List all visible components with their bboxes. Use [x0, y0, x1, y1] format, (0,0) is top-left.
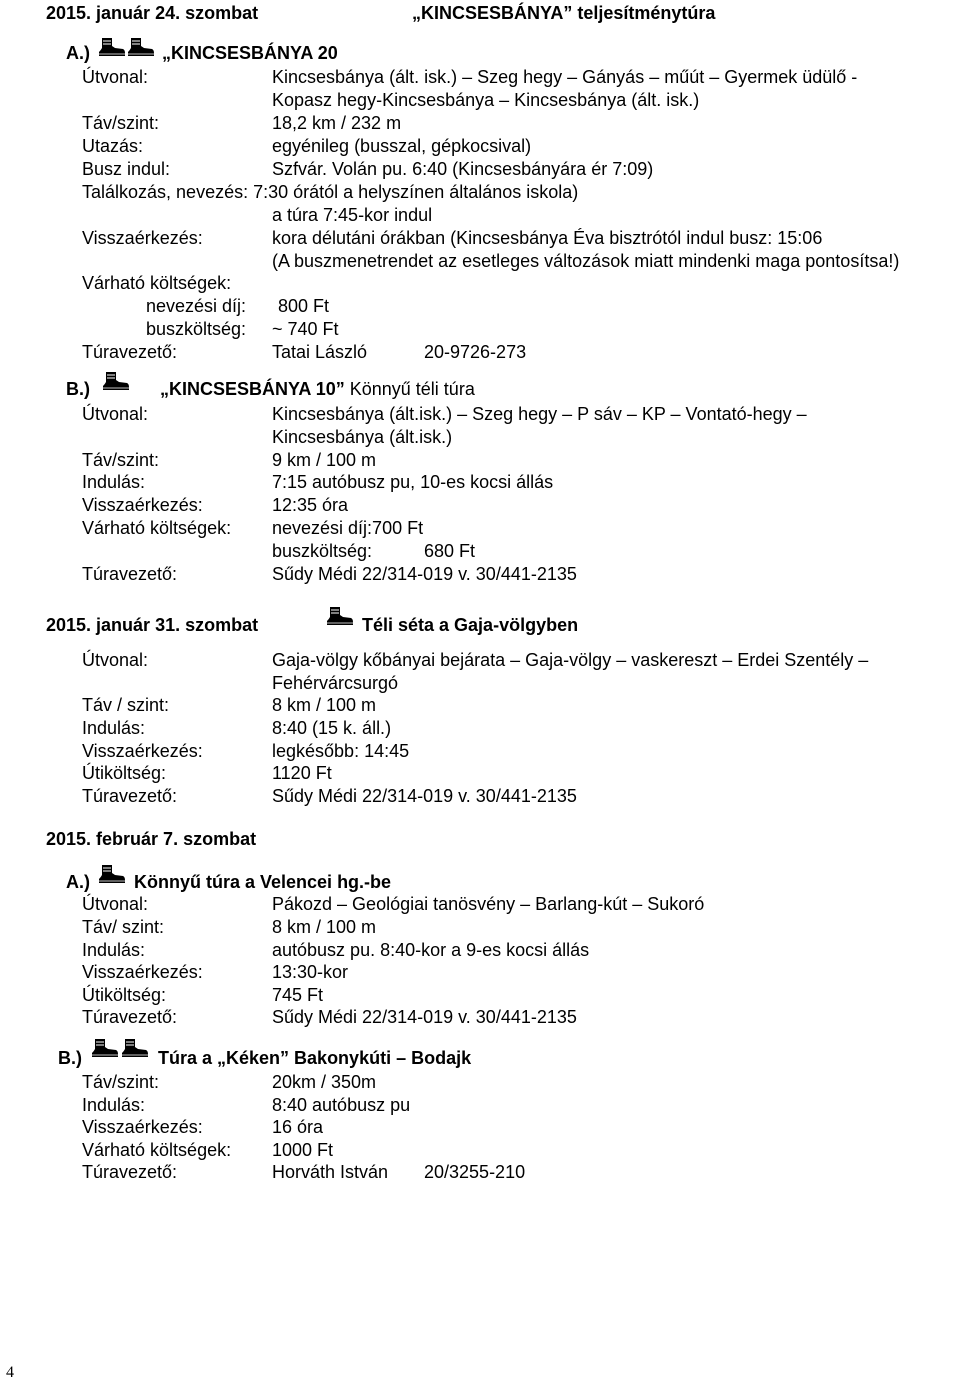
tour-name: „KINCSESBÁNYA 20 — [162, 43, 338, 63]
distance-label: Táv / szint: — [82, 695, 170, 715]
boot-icon — [103, 372, 129, 390]
route-label: Útvonal: — [82, 404, 149, 424]
leader-value: Sűdy Médi 22/314-019 v. 30/441-2135 — [272, 1007, 577, 1027]
boot-icon — [92, 1039, 118, 1057]
leader-label: Túravezető: — [82, 786, 178, 806]
entry-fee-value: 800 Ft — [278, 296, 330, 316]
date-heading: 2015. január 24. szombat — [46, 3, 259, 23]
bus-cost-label: buszköltség: — [146, 319, 247, 339]
route-value: Pákozd – Geológiai tanösvény – Barlang-kút – Sukoró — [272, 894, 705, 914]
meeting-text-cont: a túra 7:45-kor indul — [272, 205, 433, 225]
entry-fee-label: nevezési díj: — [146, 296, 247, 316]
departure-label: Indulás: — [82, 940, 146, 960]
return-label: Visszaérkezés: — [82, 495, 203, 515]
date-heading: 2015. február 7. szombat — [46, 829, 257, 849]
tour-heading — [160, 378, 475, 400]
leader-label: Túravezető: — [82, 1162, 178, 1182]
travel-value: egyénileg (busszal, gépkocsival) — [272, 136, 532, 156]
leader-value: Sűdy Médi 22/314-019 v. 30/441-2135 — [272, 564, 577, 584]
page-number: 4 — [6, 1364, 14, 1381]
bus-cost-label: buszköltség: — [272, 541, 373, 561]
departure-value: 7:15 autóbusz pu, 10-es kocsi állás — [272, 472, 554, 492]
return-label: Visszaérkezés: — [82, 741, 203, 761]
route-value-cont: Kincsesbánya (ált.isk.) — [272, 427, 453, 447]
leader-label: Túravezető: — [82, 342, 178, 362]
section-marker: A.) — [66, 43, 90, 63]
leader-name: Horváth István — [272, 1162, 389, 1182]
meeting-text: Találkozás, nevezés: 7:30 órától a helyszínen általános iskola) — [82, 182, 579, 202]
route-value-cont: Kopasz hegy-Kincsesbánya – Kincsesbánya (ált. isk.) — [272, 90, 700, 110]
return-value: kora délutáni órákban (Kincsesbánya Éva bisztrótól indul busz: 15:06 — [272, 228, 823, 248]
boot-icon — [99, 38, 125, 56]
departure-value: 8:40 autóbusz pu — [272, 1095, 411, 1115]
route-label: Útvonal: — [82, 894, 149, 914]
leader-label: Túravezető: — [82, 1007, 178, 1027]
leader-phone: 20-9726-273 — [424, 342, 527, 362]
section-marker: A.) — [66, 872, 90, 892]
date-heading: 2015. január 31. szombat — [46, 615, 259, 635]
distance-value: 9 km / 100 m — [272, 450, 377, 470]
return-label: Visszaérkezés: — [82, 962, 203, 982]
travel-label: Utazás: — [82, 136, 144, 156]
bus-value: Szfvár. Volán pu. 6:40 (Kincsesbányára ér 7:09) — [272, 159, 654, 179]
bus-cost-value: 680 Ft — [424, 541, 476, 561]
distance-value: 18,2 km / 232 m — [272, 113, 402, 133]
departure-value: 8:40 (15 k. áll.) — [272, 718, 392, 738]
costs-label: Várható költségek: — [82, 273, 232, 293]
travel-cost-value: 745 Ft — [272, 985, 324, 1005]
distance-label: Táv/szint: — [82, 450, 160, 470]
boot-icon — [99, 865, 125, 883]
costs-label: Várható költségek: — [82, 518, 232, 538]
section-marker: B.) — [66, 379, 90, 399]
section-marker: B.) — [58, 1048, 82, 1068]
distance-value: 8 km / 100 m — [272, 917, 377, 937]
return-value: 16 óra — [272, 1117, 324, 1137]
travel-cost-label: Útiköltség: — [82, 985, 167, 1005]
distance-label: Táv/szint: — [82, 113, 160, 133]
distance-value: 20km / 350m — [272, 1072, 377, 1092]
tour-name: Túra a „Kéken” Bakonykúti – Bodajk — [158, 1048, 472, 1068]
distance-value: 8 km / 100 m — [272, 695, 377, 715]
boot-icon — [128, 38, 154, 56]
costs-value: nevezési díj:700 Ft — [272, 518, 424, 538]
bus-label: Busz indul: — [82, 159, 171, 179]
leader-label: Túravezető: — [82, 564, 178, 584]
leader-value: Sűdy Médi 22/314-019 v. 30/441-2135 — [272, 786, 577, 806]
event-title: „KINCSESBÁNYA” teljesítménytúra — [412, 3, 716, 23]
return-value: legkésőbb: 14:45 — [272, 741, 410, 761]
leader-phone: 20/3255-210 — [424, 1162, 526, 1182]
bus-cost-value: ~ 740 Ft — [272, 319, 339, 339]
return-label: Visszaérkezés: — [82, 228, 203, 248]
boot-icon — [122, 1039, 148, 1057]
departure-value: autóbusz pu. 8:40-kor a 9-es kocsi állás — [272, 940, 590, 960]
travel-cost-value: 1120 Ft — [272, 763, 332, 783]
leader-name: Tatai László — [272, 342, 368, 362]
departure-label: Indulás: — [82, 1095, 146, 1115]
route-label: Útvonal: — [82, 650, 149, 670]
tour-name: „KINCSESBÁNYA 10” — [160, 379, 345, 399]
return-value-cont: (A buszmenetrendet az esetleges változások miatt mindenki maga pontosítsa!) — [272, 251, 900, 271]
departure-label: Indulás: — [82, 472, 146, 492]
travel-cost-label: Útiköltség: — [82, 763, 167, 783]
route-value: Kincsesbánya (ált.isk.) – Szeg hegy – P sáv – KP – Vontató-hegy – — [272, 404, 807, 424]
route-value: Kincsesbánya (ált. isk.) – Szeg hegy – Gányás – műút – Gyermek üdülő - — [272, 67, 858, 87]
return-value: 12:35 óra — [272, 495, 349, 515]
return-label: Visszaérkezés: — [82, 1117, 203, 1137]
distance-label: Táv/ szint: — [82, 917, 165, 937]
tour-subtitle: Könnyű téli túra — [349, 379, 475, 399]
route-value: Gaja-völgy kőbányai bejárata – Gaja-völgy – vaskereszt – Erdei Szentély – — [272, 650, 869, 670]
costs-value: 1000 Ft — [272, 1140, 334, 1160]
boot-icon — [327, 607, 353, 625]
costs-label: Várható költségek: — [82, 1140, 232, 1160]
route-label: Útvonal: — [82, 67, 149, 87]
event-title: Téli séta a Gaja-völgyben — [362, 615, 579, 635]
return-value: 13:30-kor — [272, 962, 349, 982]
departure-label: Indulás: — [82, 718, 146, 738]
route-value-cont: Fehérvárcsurgó — [272, 673, 399, 693]
distance-label: Táv/szint: — [82, 1072, 160, 1092]
tour-name: Könnyű túra a Velencei hg.-be — [134, 872, 392, 892]
